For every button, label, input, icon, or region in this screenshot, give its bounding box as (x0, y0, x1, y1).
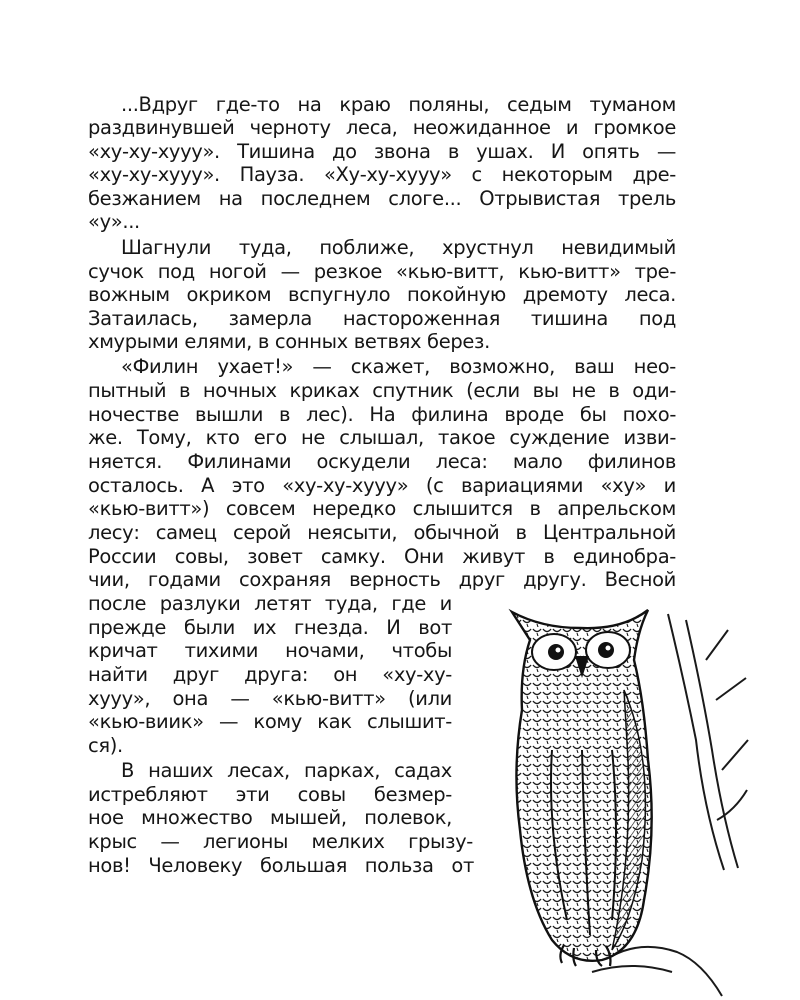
text-line: нов! Человеку большая польза от (88, 854, 474, 877)
text-line: прежде были их гнезда. И вот (88, 616, 452, 639)
text-line: осталось. А это «ху-ху-хууу» (с вариациями «ху» и (88, 474, 676, 497)
text-line: В наших лесах, парках, садах (121, 759, 452, 782)
owl-illustration (472, 600, 772, 1000)
text-line: хууу», она — «кью-витт» (или (88, 687, 452, 710)
text-line: после разлуки летят туда, где и (88, 592, 452, 615)
text-line: хмурыми елями, в сонных ветвях берез. (88, 330, 490, 353)
text-line: сучок под ногой — резкое «кью-витт, кью-витт» тре- (88, 260, 676, 283)
text-line: Шагнули туда, поближе, хрустнул невидимый (121, 236, 676, 259)
text-line: «кью-виик» — кому как слышит- (88, 710, 452, 733)
text-line: ...Вдруг где-то на краю поляны, седым туманом (121, 93, 676, 116)
text-line: няется. Филинами оскудели леса: мало филинов (88, 450, 676, 473)
text-line: «Филин ухает!» — скажет, возможно, ваш нео- (121, 355, 676, 378)
text-line: найти друг друга: он «ху-ху- (88, 663, 452, 686)
text-line: чии, годами сохраняя верность друг другу. Весной (88, 568, 676, 591)
text-line: «кью-витт») совсем нередко слышится в апрельском (88, 497, 676, 520)
text-line: безжанием на последнем слоге... Отрывистая трель (88, 187, 676, 210)
text-line: же. Тому, кто его не слышал, такое суждение изви- (88, 426, 676, 449)
text-line: «у»... (88, 210, 140, 233)
text-line: ное множество мышей, полевок, (88, 806, 452, 829)
text-line: Затаилась, замерла настороженная тишина под (88, 307, 676, 330)
text-line: крыс — легионы мелких грызу- (88, 830, 473, 853)
text-line: пытный в ночных криках спутник (если вы не в оди- (88, 379, 676, 402)
text-line: лесу: самец серой неясыти, обычной в Центральной (88, 521, 676, 544)
text-line: «ху-ху-хууу». Тишина до звона в ушах. И опять — (88, 140, 676, 163)
text-line: истребляют эти совы безмер- (88, 783, 452, 806)
text-line: раздвинувшей черноту леса, неожиданное и громкое (88, 116, 676, 139)
text-line: вожным окриком вспугнуло покойную дремоту леса. (88, 283, 676, 306)
text-line: кричат тихими ночами, чтобы (88, 639, 452, 662)
text-line: России совы, зовет самку. Они живут в единобра- (88, 545, 676, 568)
text-line: ночестве вышли в лес). На филина вроде бы похо- (88, 403, 676, 426)
text-line: «ху-ху-хууу». Пауза. «Ху-ху-хууу» с некоторым дре- (88, 163, 676, 186)
text-line: ся). (88, 734, 123, 757)
